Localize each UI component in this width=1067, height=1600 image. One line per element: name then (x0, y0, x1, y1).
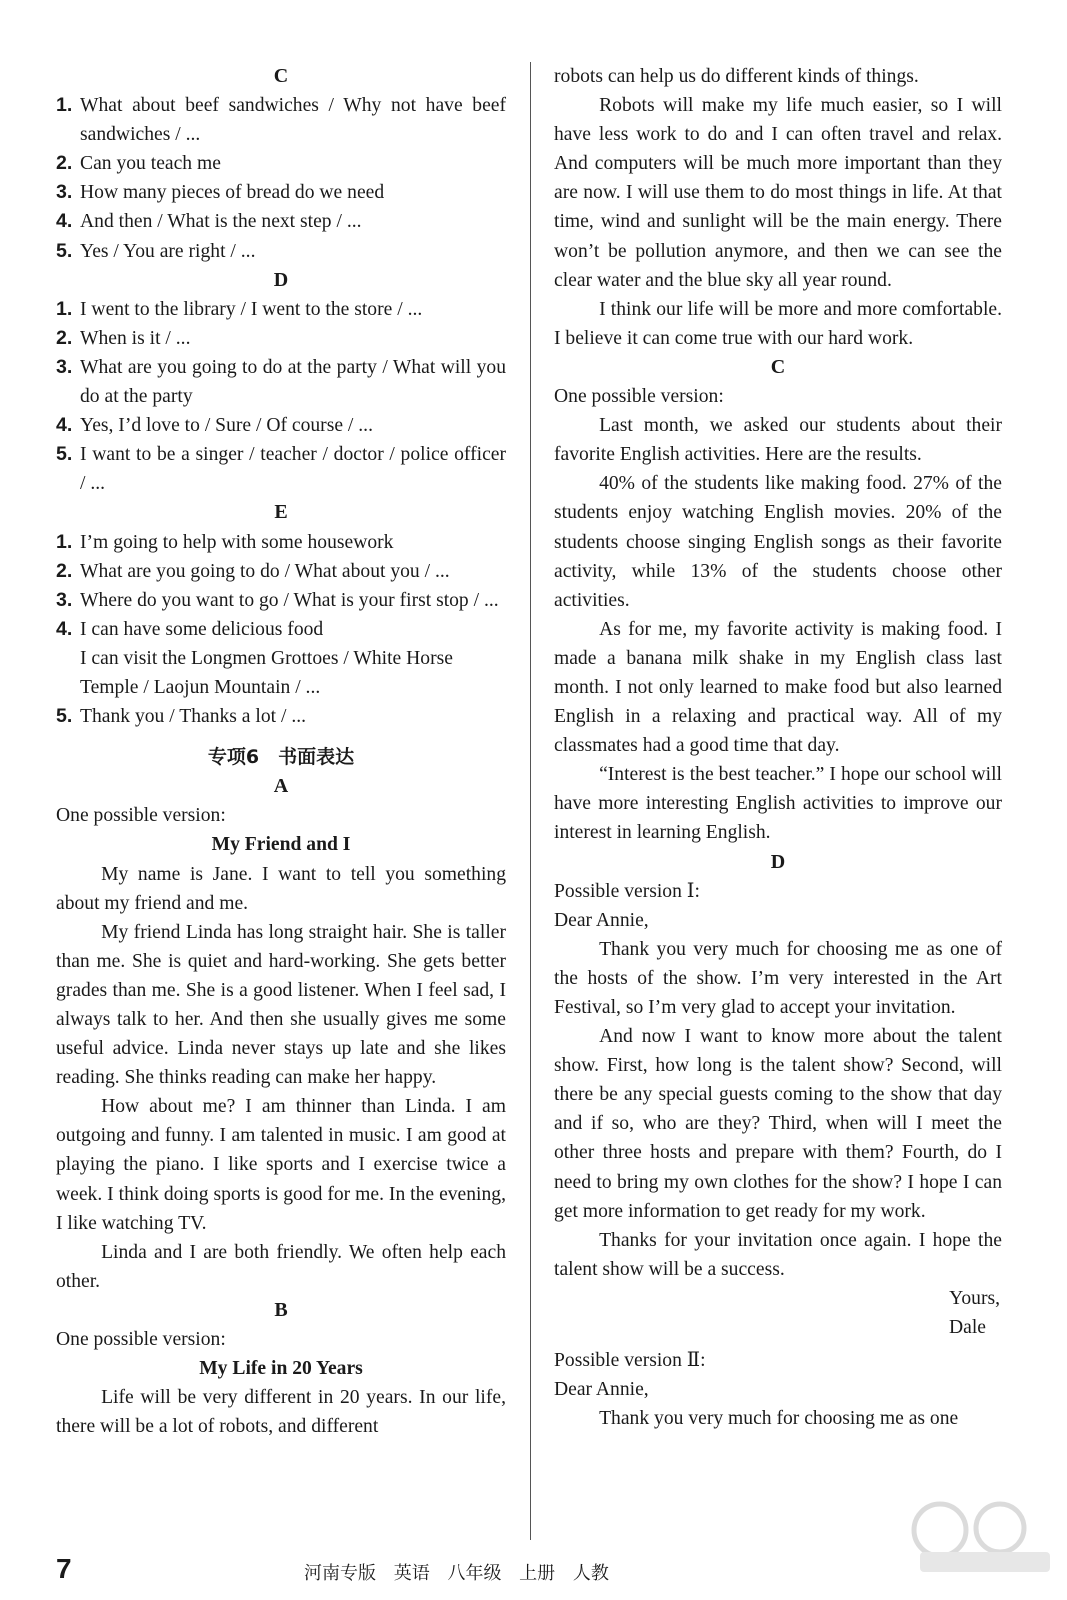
letter-signature: Dale (949, 1317, 986, 1339)
letter-salutation: Dear Annie, (554, 1379, 649, 1401)
version-label: Possible version Ⅱ: (554, 1350, 706, 1372)
letter-salutation: Dear Annie, (554, 909, 649, 931)
letter-paragraph: And now I want to know more about the talent show. First, how long is the talent show? Second, will there be any special guests coming to the show that day and if so, who are they? Third, when will I meet the other three hosts and prepare with them? Fourth, do I need to bring my own clothes for the show? I hope I can get more information to get ready for my work. (554, 1026, 1002, 1222)
list-item: 4. And then / What is the next step / ... (56, 210, 362, 233)
version-label: Possible version Ⅰ: (554, 880, 700, 902)
footer-text: 河南专版 英语 八年级 上册 人教 (304, 1563, 609, 1584)
column-divider (530, 62, 531, 1540)
section-heading-c: C (770, 355, 786, 378)
essay-paragraph: Life will be very different in 20 years. In our life, there will be a lot of robots, and different (56, 1387, 506, 1438)
list-item: 5. Yes / You are right / ... (56, 239, 256, 262)
right-column (554, 62, 1002, 1433)
list-item: 4. Yes, I’d love to / Sure / Of course / ... (56, 414, 373, 437)
essay-paragraph: “Interest is the best teacher.” I hope our school will have more interesting English activities to improve our interest in learning English. (554, 764, 1002, 844)
section-heading-e: E (274, 501, 288, 524)
left-column (56, 62, 506, 1441)
list-item: 3. Where do you want to go / What is your first stop / ... (56, 588, 499, 611)
version-label: One possible version: (56, 1329, 226, 1351)
essay-paragraph-continued: robots can help us do different kinds of things. (554, 66, 919, 87)
section-heading-c: C (273, 65, 289, 87)
list-item: 1. I’m going to help with some housework (56, 530, 394, 553)
watermark-logo-icon (900, 1490, 1060, 1580)
list-item: 1. I went to the library / I went to the store / ... (56, 297, 423, 320)
list-item: 2. When is it / ... (56, 326, 191, 349)
list-item: 1. What about beef sandwiches / Why not have beef sandwiches / ... (56, 94, 506, 146)
essay-paragraph: My friend Linda has long straight hair. She is taller than me. She is quiet and hard-working. She gets better grades than me. She is a good listener. When I feel sad, I always talk to her. And then she usually gives me some useful advice. Linda never stays up late and she likes reading. She thinks reading can make her happy. (56, 921, 506, 1089)
section-heading-d: D (273, 268, 289, 291)
list-item: 3. How many pieces of bread do we need (56, 181, 385, 204)
list-item: 5. I want to be a singer / teacher / doctor / police officer / ... (56, 443, 506, 495)
list-item: 4. I can have some delicious food (56, 617, 324, 640)
letter-closing: Yours, (949, 1287, 1000, 1309)
list-item: 2. Can you teach me (56, 152, 221, 175)
list-item: 2. What are you going to do / What about you / ... (56, 559, 450, 582)
version-label: One possible version: (56, 805, 226, 827)
version-label: One possible version: (554, 386, 724, 408)
page-number: 7 (56, 1553, 72, 1584)
essay-title: My Life in 20 Years (199, 1358, 363, 1380)
essay-title: My Friend and I (211, 834, 351, 856)
essay-paragraph: As for me, my favorite activity is making food. I made a banana milk shake in my English class last month. I not only learned to make food but also learned English in a relaxing and practical way. All of my classmates had a good time that day. (554, 618, 1002, 757)
section-heading-b: B (274, 1298, 288, 1321)
essay-paragraph: Last month, we asked our students about their favorite English activities. Here are the results. (554, 415, 1002, 466)
section-heading-a: A (273, 775, 289, 798)
essay-paragraph: How about me? I am thinner than Linda. I am outgoing and funny. I am talented in music. I am good at playing the piano. I like sports and I exercise twice a week. I think doing sports is good for me. In the evening, I like watching TV. (56, 1096, 506, 1234)
essay-paragraph: My name is Jane. I want to tell you something about my friend and me. (56, 863, 506, 914)
list-item: 3. What are you going to do at the party / What will you do at the party (56, 355, 506, 408)
essay-paragraph: Robots will make my life much easier, so I will have less work to do and I can often travel and relax. And computers will be much more important than they are now. I will use them to do most things in life. At that time, wind and sunlight will be the main energy. There won’t be pollution anymore, and then we can see the clear water and the blue sky all year round. (554, 95, 1002, 291)
special-topic-heading: 专项6 书面表达 (207, 746, 355, 769)
letter-paragraph: Thanks for your invitation once again. I hope the talent show will be a success. (554, 1229, 1002, 1280)
essay-paragraph: I think our life will be more and more comfortable. I believe it can come true with our hard work. (554, 298, 1002, 349)
letter-paragraph: Thank you very much for choosing me as one of the hosts of the show. I’m very interested in the Art Festival, so I’m very glad to accept your invitation. (554, 938, 1002, 1018)
essay-paragraph: Linda and I are both friendly. We often help each other. (56, 1241, 506, 1292)
essay-paragraph: 40% of the students like making food. 27% of the students enjoy watching English movies. 20% of the students choose singing English songs as their favorite activity, while 13% of the students choose other activities. (554, 473, 1002, 611)
section-heading-d: D (770, 850, 786, 873)
list-item-continuation: I can visit the Longmen Grottoes / White Horse Temple / Laojun Mountain / ... (80, 647, 453, 698)
list-item: 5. Thank you / Thanks a lot / ... (56, 705, 307, 728)
letter-paragraph: Thank you very much for choosing me as one (599, 1408, 959, 1430)
page-footer (56, 1553, 1006, 1587)
